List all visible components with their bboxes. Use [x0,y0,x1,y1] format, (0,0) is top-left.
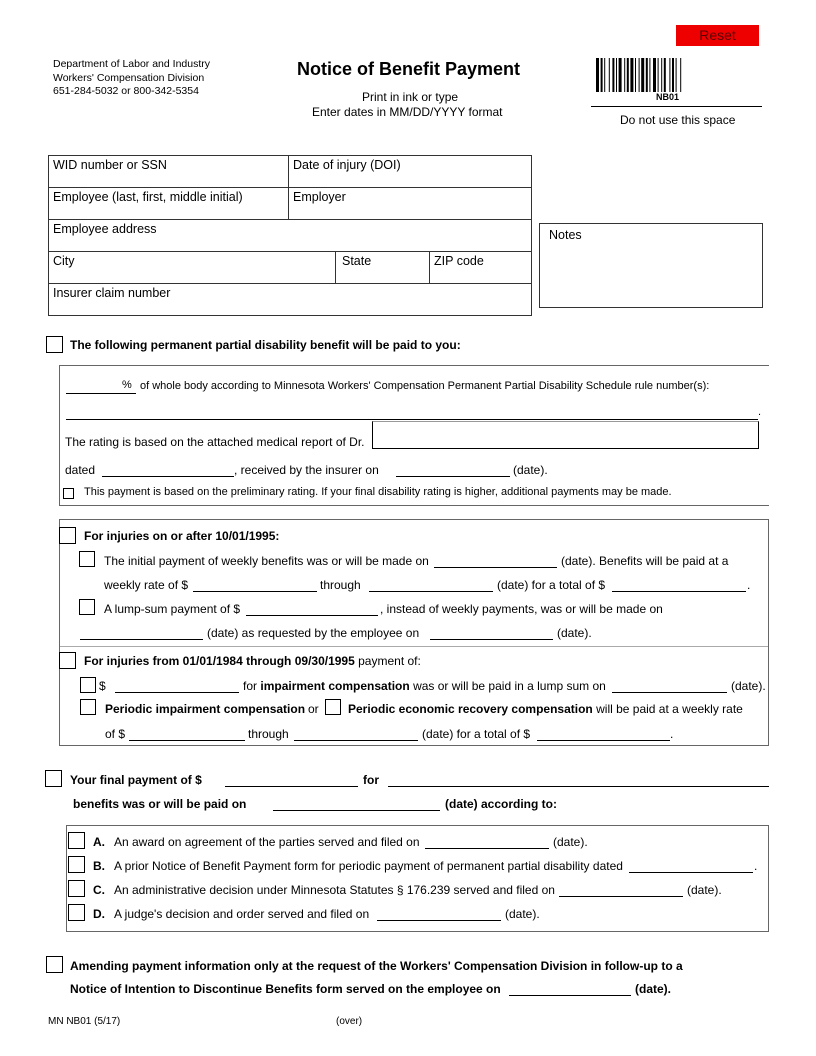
lump-sum-request-suffix: (date). [557,626,592,640]
impairment-lump-checkbox[interactable] [80,677,96,693]
lump-sum-amount[interactable] [246,602,378,616]
periodic-total-label: (date) for a total of $ [422,727,531,741]
periodic-through: through [248,727,289,741]
option-b-text: A prior Notice of Benefit Payment form for periodic payment of permanent partial disability dated [114,859,623,873]
final-according: (date) according to: [445,797,558,811]
barcode-bar [635,58,636,92]
barcode-bar [609,58,610,92]
after1995-heading [84,529,279,543]
option-a-letter: A. [93,835,105,849]
impairment-amount[interactable] [115,679,239,693]
option-d-checkbox[interactable] [68,904,85,921]
initial-payment-end: (date). Benefits will be paid at a [561,554,729,568]
weekly-through-label: through [320,578,361,592]
impairment-compensation-bold: impairment compensation [260,679,410,693]
claim-field[interactable] [48,283,532,316]
zip-field[interactable] [429,251,532,284]
impairment-lump-text [243,679,606,693]
lump-sum-date[interactable] [80,626,203,640]
employee-field[interactable] [48,187,289,220]
option-c-letter: C. [93,883,105,897]
prelim-text: This payment is based on the preliminary rating. If your final disability rating is higher, additional payments may be made. [84,486,672,498]
city-label: City [53,254,75,268]
form-id: MN NB01 (5/17) [48,1016,121,1027]
after1995-checkbox[interactable] [59,527,76,544]
barcode-text: NB01 [656,92,680,102]
periodic-or: or [308,702,319,716]
barcode-bar [604,58,605,92]
ppd-dated-input[interactable] [102,463,234,477]
from1984-heading [84,654,421,668]
option-b-letter: B. [93,859,105,873]
option-a-suffix: (date). [553,835,588,849]
from1984-checkbox[interactable] [59,652,76,669]
option-d-suffix: (date). [505,907,540,921]
amend-line-1: Amending payment information only at the request of the Workers' Compensation Division in follow-up to a [70,959,683,973]
option-a-checkbox[interactable] [68,832,85,849]
final-payment-benefit-type[interactable] [388,773,769,787]
periodic-economic-text [348,702,743,716]
barcode-bar [612,58,614,92]
from1984-heading-bold: For injuries from 01/01/1984 through 09/30/1995 [84,654,355,668]
doctor-name-input[interactable] [372,421,759,449]
option-a-date[interactable] [425,835,549,849]
from1984-heading-rest: payment of: [358,654,421,668]
barcode-bar [653,58,656,92]
lump-sum-requested: (date) as requested by the employee on [207,626,420,640]
dept-line-2: Workers' Compensation Division [53,71,205,84]
notes-label: Notes [549,228,582,242]
employer-field[interactable] [288,187,532,220]
subtitle-dates: Enter dates in MM/DD/YYYY format [312,105,503,119]
address-field[interactable] [48,219,532,252]
periodic-economic-checkbox[interactable] [325,699,341,715]
claim-label: Insurer claim number [53,286,171,300]
lump-sum-end: , instead of weekly payments, was or will be made on [380,602,663,616]
option-d-text: A judge's decision and order served and filed on [114,907,370,921]
periodic-economic-bold: Periodic economic recovery compensation [348,702,593,716]
barcode-bar [649,58,650,92]
barcode-bar [658,58,659,92]
state-label: State [342,254,372,268]
periodic-weekly-rest: will be paid at a weekly rate [596,702,743,716]
amend-date[interactable] [509,982,631,996]
impairment-lump-date[interactable] [612,679,727,693]
barcode-bar [601,58,603,92]
impairment-lump-rest: was or will be paid in a lump sum on [413,679,606,693]
option-b-date[interactable] [629,859,753,873]
periodic-impairment-label: Periodic impairment compensation [105,702,306,716]
final-payment-checkbox[interactable] [45,770,62,787]
over-label: (over) [336,1016,363,1027]
dated-label: dated [65,463,96,477]
periodic-total-input[interactable] [537,727,670,741]
lump-sum-checkbox[interactable] [79,599,95,615]
ppd-whole-body-text: of whole body according to Minnesota Workers' Compensation Permanent Partial Disability Schedule rule number(s): [140,380,710,392]
wid-field[interactable] [48,155,289,188]
lump-sum-request-date[interactable] [430,626,553,640]
final-payment-label: Your final payment of $ [70,773,202,787]
barcode-bar [669,58,670,92]
after1995-heading-text: For injuries on or after 10/01/1995: [84,529,280,543]
ppd-heading: The following permanent partial disability benefit will be paid to you: [70,338,461,352]
barcode-bar [641,58,644,92]
weekly-total-period: . [747,578,751,592]
percent-symbol: % [122,379,132,391]
do-not-use-label: Do not use this space [620,113,736,127]
barcode-bar [630,58,633,92]
barcode-bar [680,58,681,92]
zip-label: ZIP code [434,254,484,268]
dept-line-3: 651-284-5032 or 800-342-5354 [53,85,199,97]
employer-label: Employer [293,190,346,204]
address-label: Employee address [53,222,157,236]
state-field[interactable] [335,251,430,284]
department-info [53,58,210,99]
periodic-rate-of: of $ [105,727,126,741]
dept-line-1: Department of Labor and Industry [53,58,211,70]
final-payment-date[interactable] [273,797,440,811]
ppd-rating-text: The rating is based on the attached medical report of Dr. [65,435,365,449]
impairment-lump-date-suffix: (date). [731,679,766,693]
amend-line-2: Notice of Intention to Discontinue Benefits form served on the employee on [70,982,501,996]
option-b-checkbox[interactable] [68,856,85,873]
injuries-divider [60,646,768,647]
reset-button[interactable]: Reset [676,25,759,46]
option-c-suffix: (date). [687,883,722,897]
final-payment-for: for [363,773,379,787]
barcode-bar [639,58,640,92]
impairment-dollar: $ [99,679,106,693]
ppd-rule-period: . [758,406,762,418]
weekly-total-input[interactable] [612,578,746,592]
option-c-checkbox[interactable] [68,880,85,897]
barcode-bar [664,58,666,92]
final-benefits-label: benefits was or will be paid on [73,797,247,811]
prelim-checkbox[interactable] [63,488,74,499]
periodic-through-date[interactable] [294,727,418,741]
subtitle-ink: Print in ink or type [362,90,459,104]
periodic-rate-input[interactable] [129,727,245,741]
wid-label: WID number or SSN [53,158,167,172]
option-b-suffix: . [754,859,758,873]
weekly-rate-label: weekly rate of $ [104,578,189,592]
lump-sum-text: A lump-sum payment of $ [104,602,241,616]
barcode-bar [624,58,625,92]
initial-payment-text: The initial payment of weekly benefits was or will be made on [104,554,429,568]
barcode-bar [661,58,662,92]
barcode-bar [676,58,677,92]
initial-payment-date[interactable] [434,554,557,568]
option-c-date[interactable] [559,883,683,897]
amend-checkbox[interactable] [46,956,63,973]
ppd-rule-input[interactable] [66,406,758,420]
page-title: Notice of Benefit Payment [297,59,521,79]
ppd-checkbox[interactable] [46,336,63,353]
option-d-letter: D. [93,907,105,921]
barcode-bar [596,58,599,92]
received-label: , received by the insurer on [234,463,379,477]
barcode-underline [591,106,762,107]
initial-payment-checkbox[interactable] [79,551,95,567]
weekly-through-date[interactable] [369,578,493,592]
barcode-bar [646,58,648,92]
barcode-bar [616,58,617,92]
doi-label: Date of injury (DOI) [293,158,401,172]
received-date-input[interactable] [396,463,510,477]
option-c-text: An administrative decision under Minnesota Statutes § 176.239 served and filed on [114,883,555,897]
city-field[interactable] [48,251,336,284]
barcode-bar [672,58,674,92]
weekly-total-label: (date) for a total of $ [497,578,606,592]
received-date-suffix: (date). [513,463,548,477]
weekly-rate-input[interactable] [193,578,317,592]
periodic-impairment-checkbox[interactable] [80,699,96,715]
final-payment-amount[interactable] [225,773,358,787]
option-d-date[interactable] [377,907,501,921]
barcode-bar [619,58,622,92]
option-a-text: An award on agreement of the parties served and filed on [114,835,420,849]
periodic-total-period: . [670,727,674,741]
impairment-for: for [243,679,258,693]
notes-box[interactable] [539,223,763,308]
doi-field[interactable] [288,155,532,188]
barcode-bar [627,58,629,92]
amend-date-suffix: (date). [635,982,671,996]
employee-label: Employee (last, first, middle initial) [53,190,243,204]
